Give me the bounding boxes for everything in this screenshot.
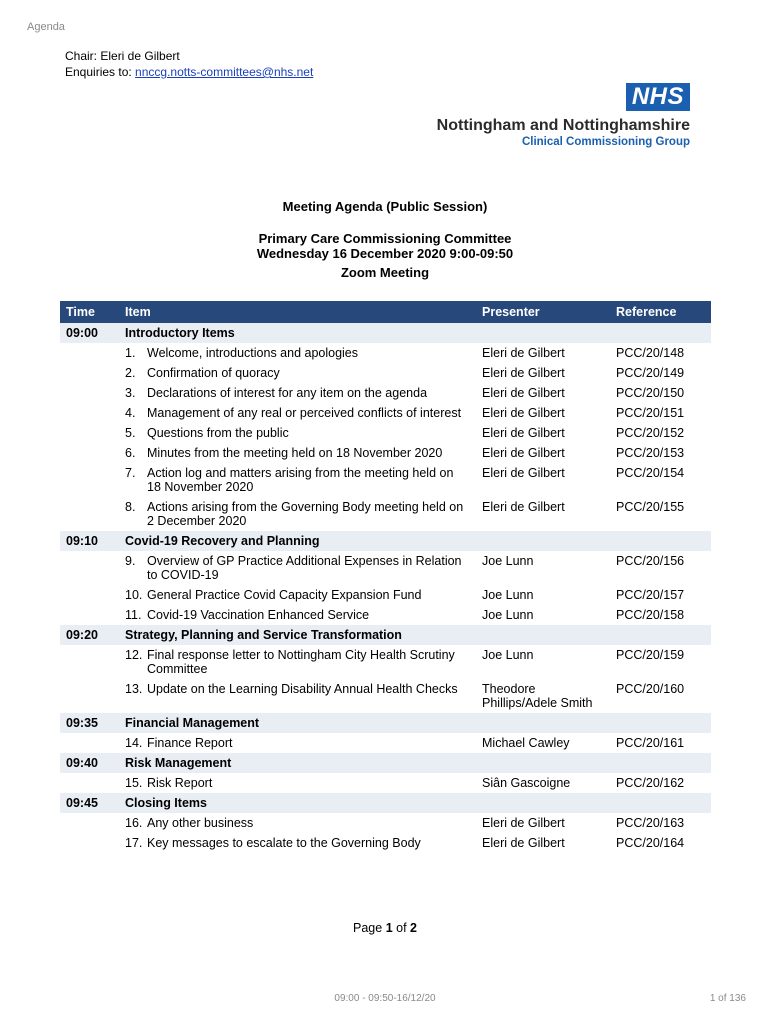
section-time: 09:00 xyxy=(60,323,119,343)
reference-cell: PCC/20/164 xyxy=(616,836,685,850)
time-cell xyxy=(60,383,119,403)
reference-cell: PCC/20/155 xyxy=(616,500,685,514)
meeting-venue: Zoom Meeting xyxy=(340,265,430,280)
section-title: Financial Management xyxy=(119,713,711,733)
time-cell xyxy=(60,585,119,605)
item-number: 8. xyxy=(125,500,136,514)
section-title: Strategy, Planning and Service Transformation xyxy=(119,625,711,645)
item-text: Questions from the public xyxy=(147,426,289,440)
table-row xyxy=(60,551,711,585)
logo-org-name: Nottingham and Nottinghamshire xyxy=(436,117,690,134)
time-cell xyxy=(60,363,119,383)
reference-cell: PCC/20/161 xyxy=(616,736,685,750)
item-cell xyxy=(119,645,476,679)
item-cell xyxy=(119,383,476,403)
time-cell xyxy=(60,551,119,585)
section-time: 09:40 xyxy=(60,753,119,773)
reference-cell: PCC/20/163 xyxy=(616,816,685,830)
section-title: Covid-19 Recovery and Planning xyxy=(119,531,711,551)
presenter-cell: Eleri de Gilbert xyxy=(482,406,565,420)
time-cell xyxy=(60,645,119,679)
item-number: 7. xyxy=(125,466,136,480)
presenter-cell: Joe Lunn xyxy=(482,648,534,662)
item-text: Risk Report xyxy=(147,776,213,790)
section-title: Risk Management xyxy=(119,753,711,773)
section-time: 09:20 xyxy=(60,625,119,645)
reference-cell: PCC/20/152 xyxy=(616,426,685,440)
header-presenter: Presenter xyxy=(476,301,610,323)
item-text: Actions arising from the Governing Body meeting held on 2 December 2020 xyxy=(147,500,464,528)
item-cell xyxy=(119,605,476,625)
pager-total: 2 xyxy=(410,921,417,935)
section-row xyxy=(60,625,711,645)
item-number: 4. xyxy=(125,406,136,420)
agenda-heading: Meeting Agenda (Public Session) xyxy=(282,199,488,214)
table-row xyxy=(60,773,711,793)
presenter-cell: Eleri de Gilbert xyxy=(482,500,565,514)
item-cell xyxy=(119,463,476,497)
time-cell xyxy=(60,423,119,443)
item-text: Finance Report xyxy=(147,736,233,750)
presenter-cell: Eleri de Gilbert xyxy=(482,386,565,400)
item-text: Overview of GP Practice Additional Expenses in Relation to COVID-19 xyxy=(147,554,462,582)
item-text: Action log and matters arising from the meeting held on 18 November 2020 xyxy=(147,466,454,494)
time-cell xyxy=(60,679,119,713)
section-title: Closing Items xyxy=(119,793,711,813)
presenter-cell: Eleri de Gilbert xyxy=(482,426,565,440)
item-number: 5. xyxy=(125,426,136,440)
item-text: Management of any real or perceived conflicts of interest xyxy=(147,406,462,420)
item-cell xyxy=(119,423,476,443)
table-row xyxy=(60,497,711,531)
chair-block xyxy=(65,48,313,80)
pager-current: 1 xyxy=(385,921,393,935)
item-cell xyxy=(119,497,476,531)
table-row xyxy=(60,423,711,443)
item-cell xyxy=(119,443,476,463)
time-cell xyxy=(60,833,119,853)
presenter-cell: Eleri de Gilbert xyxy=(482,466,565,480)
presenter-cell: Joe Lunn xyxy=(482,608,534,622)
time-cell xyxy=(60,733,119,753)
reference-cell: PCC/20/162 xyxy=(616,776,685,790)
page-indicator xyxy=(0,921,770,935)
section-time: 09:10 xyxy=(60,531,119,551)
item-cell xyxy=(119,585,476,605)
section-row xyxy=(60,531,711,551)
chair-name: Chair: Eleri de Gilbert xyxy=(65,49,180,63)
reference-cell: PCC/20/160 xyxy=(616,682,685,696)
item-cell xyxy=(119,403,476,423)
item-number: 6. xyxy=(125,446,136,460)
item-cell xyxy=(119,343,476,363)
item-text: General Practice Covid Capacity Expansion Fund xyxy=(147,588,422,602)
nhs-badge: NHS xyxy=(626,83,690,111)
presenter-cell: Michael Cawley xyxy=(482,736,570,750)
item-text: Any other business xyxy=(147,816,254,830)
item-text: Welcome, introductions and apologies xyxy=(147,346,359,360)
item-number: 12. xyxy=(125,648,143,662)
table-row xyxy=(60,383,711,403)
reference-cell: PCC/20/148 xyxy=(616,346,685,360)
section-time: 09:35 xyxy=(60,713,119,733)
time-cell xyxy=(60,343,119,363)
table-row xyxy=(60,833,711,853)
item-number: 14. xyxy=(125,736,143,750)
presenter-cell: Joe Lunn xyxy=(482,554,534,568)
table-row xyxy=(60,605,711,625)
time-cell xyxy=(60,443,119,463)
time-cell xyxy=(60,605,119,625)
committee-name: Primary Care Commissioning Committee xyxy=(258,231,512,246)
item-number: 1. xyxy=(125,346,136,360)
table-row xyxy=(60,679,711,713)
meeting-date: Wednesday 16 December 2020 9:00-09:50 xyxy=(256,246,514,261)
reference-cell: PCC/20/156 xyxy=(616,554,685,568)
item-number: 15. xyxy=(125,776,143,790)
enquiries-email-link[interactable]: nnccg.notts-committees@nhs.net xyxy=(135,65,314,79)
page-label: Agenda xyxy=(27,21,65,33)
header-reference: Reference xyxy=(610,301,711,323)
reference-cell: PCC/20/157 xyxy=(616,588,685,602)
section-row xyxy=(60,753,711,773)
section-title: Introductory Items xyxy=(119,323,711,343)
footer-meeting-time: 09:00 - 09:50-16/12/20 xyxy=(334,993,436,1004)
presenter-cell: Eleri de Gilbert xyxy=(482,346,565,360)
item-cell xyxy=(119,733,476,753)
table-header-row xyxy=(60,301,711,323)
meeting-details xyxy=(0,231,770,280)
item-text: Minutes from the meeting held on 18 November 2020 xyxy=(147,446,443,460)
presenter-cell: Theodore Phillips/Adele Smith xyxy=(482,682,593,710)
reference-cell: PCC/20/154 xyxy=(616,466,685,480)
table-row xyxy=(60,363,711,383)
presenter-cell: Joe Lunn xyxy=(482,588,534,602)
item-text: Confirmation of quoracy xyxy=(147,366,280,380)
enquiries-line xyxy=(65,64,313,80)
presenter-cell: Eleri de Gilbert xyxy=(482,836,565,850)
section-row xyxy=(60,323,711,343)
section-time: 09:45 xyxy=(60,793,119,813)
logo-org-subname: Clinical Commissioning Group xyxy=(521,136,690,148)
table-row xyxy=(60,463,711,497)
time-cell xyxy=(60,463,119,497)
item-number: 13. xyxy=(125,682,143,696)
reference-cell: PCC/20/150 xyxy=(616,386,685,400)
table-row xyxy=(60,813,711,833)
reference-cell: PCC/20/159 xyxy=(616,648,685,662)
reference-cell: PCC/20/153 xyxy=(616,446,685,460)
item-cell xyxy=(119,773,476,793)
item-number: 2. xyxy=(125,366,136,380)
agenda-table xyxy=(60,301,711,853)
pager-prefix: Page xyxy=(353,921,386,935)
item-cell xyxy=(119,363,476,383)
item-text: Covid-19 Vaccination Enhanced Service xyxy=(147,608,370,622)
table-row xyxy=(60,443,711,463)
reference-cell: PCC/20/149 xyxy=(616,366,685,380)
header-time: Time xyxy=(60,301,119,323)
section-row xyxy=(60,793,711,813)
agenda-body xyxy=(60,323,711,853)
item-number: 3. xyxy=(125,386,136,400)
item-number: 11. xyxy=(125,608,142,622)
item-text: Declarations of interest for any item on the agenda xyxy=(147,386,428,400)
nhs-logo xyxy=(437,83,690,148)
reference-cell: PCC/20/151 xyxy=(616,406,685,420)
time-cell xyxy=(60,813,119,833)
footer-page-count: 1 of 136 xyxy=(709,993,746,1004)
table-row xyxy=(60,733,711,753)
table-row xyxy=(60,585,711,605)
table-row xyxy=(60,403,711,423)
presenter-cell: Eleri de Gilbert xyxy=(482,446,565,460)
item-number: 16. xyxy=(125,816,143,830)
table-row xyxy=(60,645,711,679)
item-cell xyxy=(119,679,476,713)
presenter-cell: Siân Gascoigne xyxy=(482,776,571,790)
presenter-cell: Eleri de Gilbert xyxy=(482,816,565,830)
enquiries-prefix: Enquiries to: xyxy=(65,65,136,79)
item-number: 17. xyxy=(125,836,143,850)
item-cell xyxy=(119,833,476,853)
item-number: 9. xyxy=(125,554,136,568)
header-item: Item xyxy=(119,301,476,323)
item-cell xyxy=(119,551,476,585)
pager-middle: of xyxy=(392,921,411,935)
time-cell xyxy=(60,403,119,423)
item-text: Final response letter to Nottingham City Health Scrutiny Committee xyxy=(147,648,455,676)
item-text: Key messages to escalate to the Governing Body xyxy=(147,836,421,850)
section-row xyxy=(60,713,711,733)
table-row xyxy=(60,343,711,363)
item-number: 10. xyxy=(125,588,143,602)
presenter-cell: Eleri de Gilbert xyxy=(482,366,565,380)
time-cell xyxy=(60,497,119,531)
reference-cell: PCC/20/158 xyxy=(616,608,685,622)
item-cell xyxy=(119,813,476,833)
item-text: Update on the Learning Disability Annual Health Checks xyxy=(147,682,458,696)
time-cell xyxy=(60,773,119,793)
